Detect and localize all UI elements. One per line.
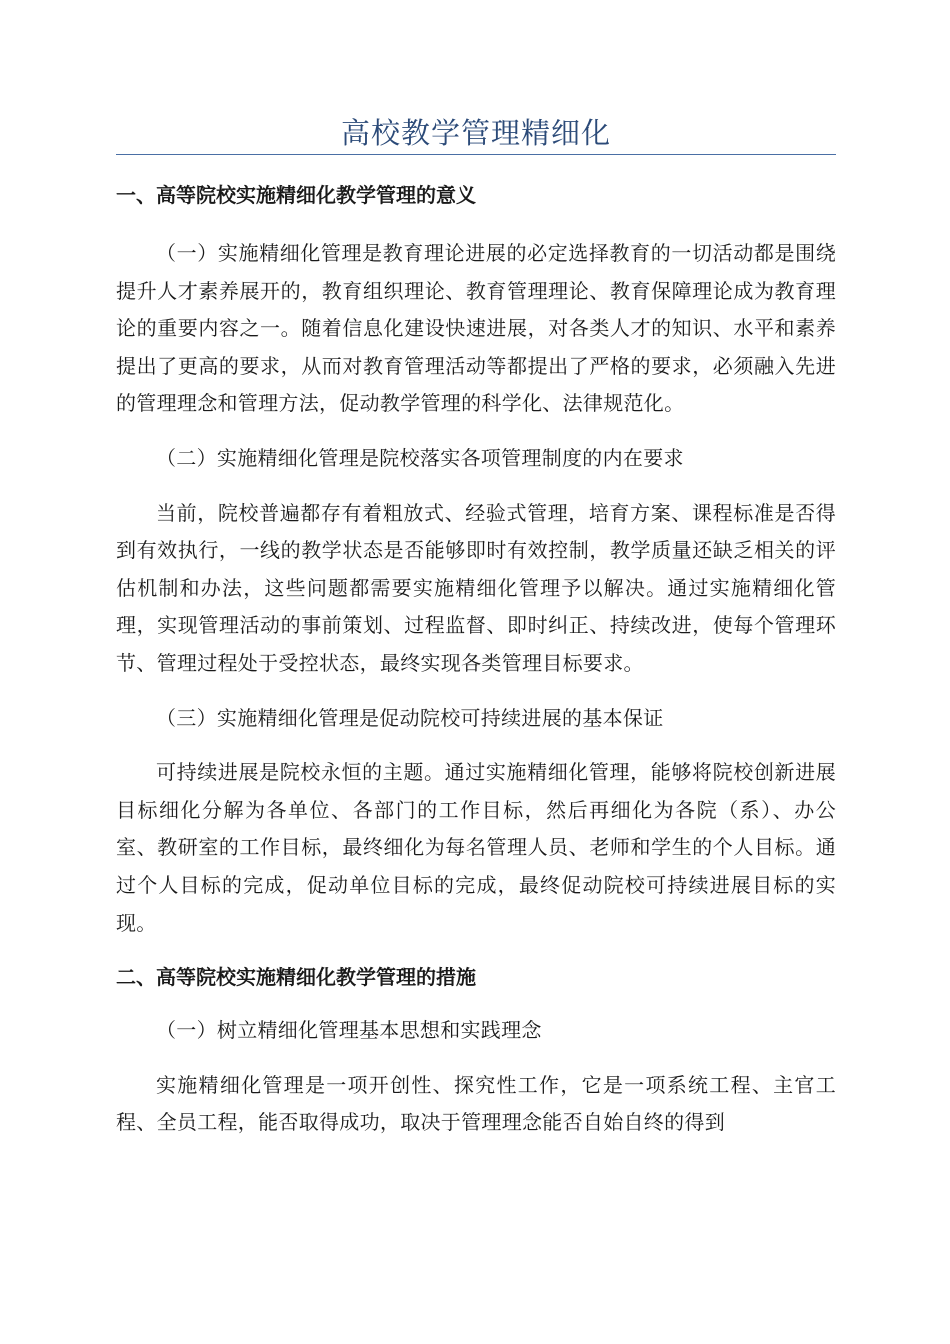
subheading-1-3: （三）实施精细化管理是促动院校可持续进展的基本保证 — [156, 705, 664, 730]
subheading-1-2: （二）实施精细化管理是院校落实各项管理制度的内在要求 — [156, 445, 684, 470]
paragraph-4: 实施精细化管理是一项开创性、探究性工作，它是一项系统工程、主官工程、全员工程，能否取得成功，取决于管理理念能否自始自终的得到 — [116, 1072, 836, 1135]
document-title: 高校教学管理精细化 — [340, 116, 611, 150]
paragraph-3: 可持续进展是院校永恒的主题。通过实施精细化管理，能够将院校创新进展目标细化分解为各单位、各部门的工作目标，然后再细化为各院（系）、办公室、教研室的工作目标，最终细化为每名管理人员、老师和学生的个人目标。通过个人目标的完成，促动单位目标的完成，最终促动院校可持续进展目标的实现。 — [116, 760, 836, 935]
document-page — [116, 0, 836, 1142]
subheading-2-1: （一）树立精细化管理基本思想和实践理念 — [156, 1018, 542, 1043]
title-underline — [116, 154, 836, 155]
section-heading-1: 一、高等院校实施精细化教学管理的意义 — [116, 183, 476, 207]
paragraph-1: （一）实施精细化管理是教育理论进展的必定选择教育的一切活动都是围绕提升人才素养展开的，教育组织理论、教育管理理论、教育保障理论成为教育理论的重要内容之一。随着信息化建设快速进展，对各类人才的知识、水平和素养提出了更高的要求，从而对教育管理活动等都提出了严格的要求，必须融入先进的管理理念和管理方法，促动教学管理的科学化、法律规范化。 — [116, 241, 836, 416]
section-heading-2: 二、高等院校实施精细化教学管理的措施 — [116, 965, 476, 990]
paragraph-2: 当前，院校普遍都存有着粗放式、经验式管理，培育方案、课程标准是否得到有效执行，一线的教学状态是否能够即时有效控制，教学质量还缺乏相关的评估机制和办法，这些问题都需要实施精细化管理予以解决。通过实施精细化管理，实现管理活动的事前策划、过程监督、即时纠正、持续改进，使每个管理环节、管理过程处于受控状态，最终实现各类管理目标要求。 — [116, 500, 836, 675]
